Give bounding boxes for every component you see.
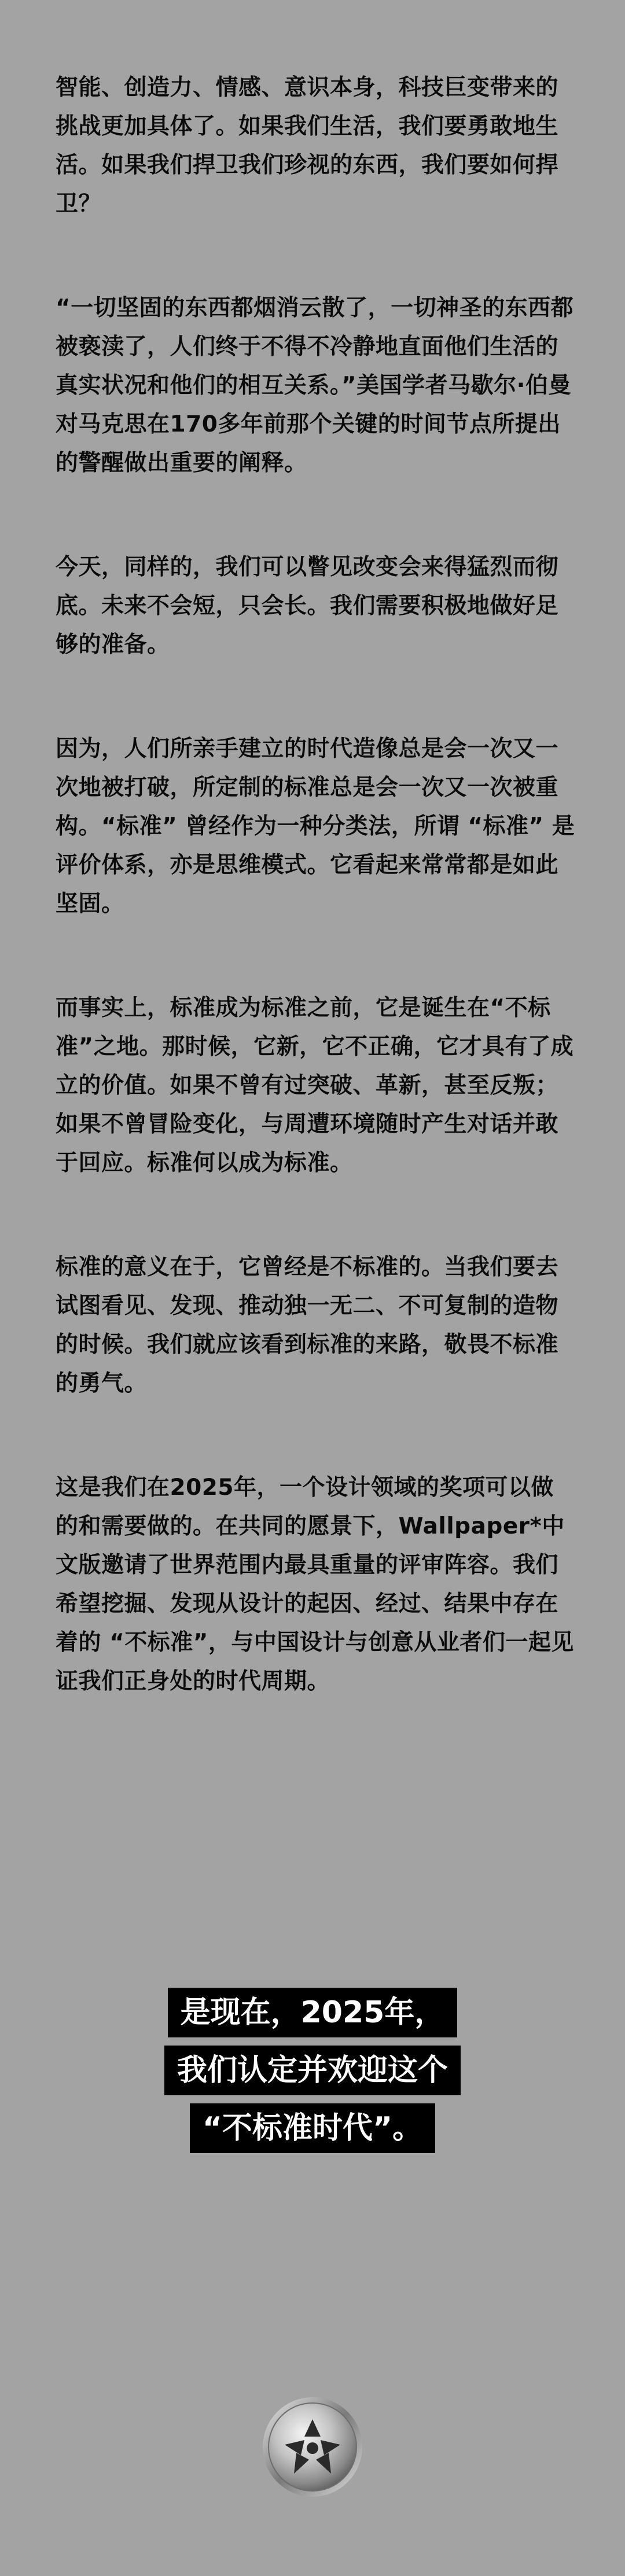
logo-badge-icon [260,2395,365,2499]
paragraph: “一切坚固的东西都烟消云散了，一切神圣的东西都被亵渎了，人们终于不得不冷静地直面他们生活的真实状况和他们的相互关系。”美国学者马歇尔·伯曼对马克思在170多年前那个关键的时间节点所提出的警醒做出重要的阐释。 [56,295,574,476]
tagline-line: 我们认定并欢迎这个 [164,2046,461,2095]
paragraph: 因为，人们所亲手建立的时代造像总是会一次又一次地被打破，所定制的标准总是会一次又一次被重构。“标准” 曾经作为一种分类法，所谓 “标准” 是评价体系，亦是思维模式。它看起来常常都是如此坚固。 [56,736,575,917]
tagline-line: 是现在，2025年， [168,1988,458,2037]
paragraph: 标准的意义在于，它曾经是不标准的。当我们要去试图看见、发现、推动独一无二、不可复制的造物的时候。我们就应该看到标准的来路，敬畏不标准的勇气。 [56,1254,559,1396]
paragraph: 今天，同样的，我们可以瞥见改变会来得猛烈而彻底。未来不会短，只会长。我们需要积极地做好足够的准备。 [56,554,559,658]
logo-badge-svg [260,2395,365,2499]
paragraph: 智能、创造力、情感、意识本身，科技巨变带来的挑战更加具体了。如果我们生活，我们要勇敢地生活。如果我们捍卫我们珍视的东西，我们要如何捍卫？ [56,75,559,217]
tagline [0,1988,625,2161]
tagline-line: “不标准时代”。 [190,2103,435,2153]
paragraph: 这是我们在2025年，一个设计领域的奖项可以做的和需要做的。在共同的愿景下，Wallpaper*中文版邀请了世界范围内最具重量的评审阵容。我们希望挖掘、发现从设计的起因、经过、结果中存在着的 “不标准”，与中国设计与创意从业者们一起见证我们正身处的时代周期。 [56,1475,574,1694]
paragraph: 而事实上，标准成为标准之前，它是诞生在“不标准”之地。那时候，它新，它不正确，它才具有了成立的价值。如果不曾有过突破、革新，甚至反叛；如果不曾冒险变化，与周遭环境随时产生对话并敢于回应。标准何以成为标准。 [56,995,574,1176]
article-body [56,68,576,1701]
